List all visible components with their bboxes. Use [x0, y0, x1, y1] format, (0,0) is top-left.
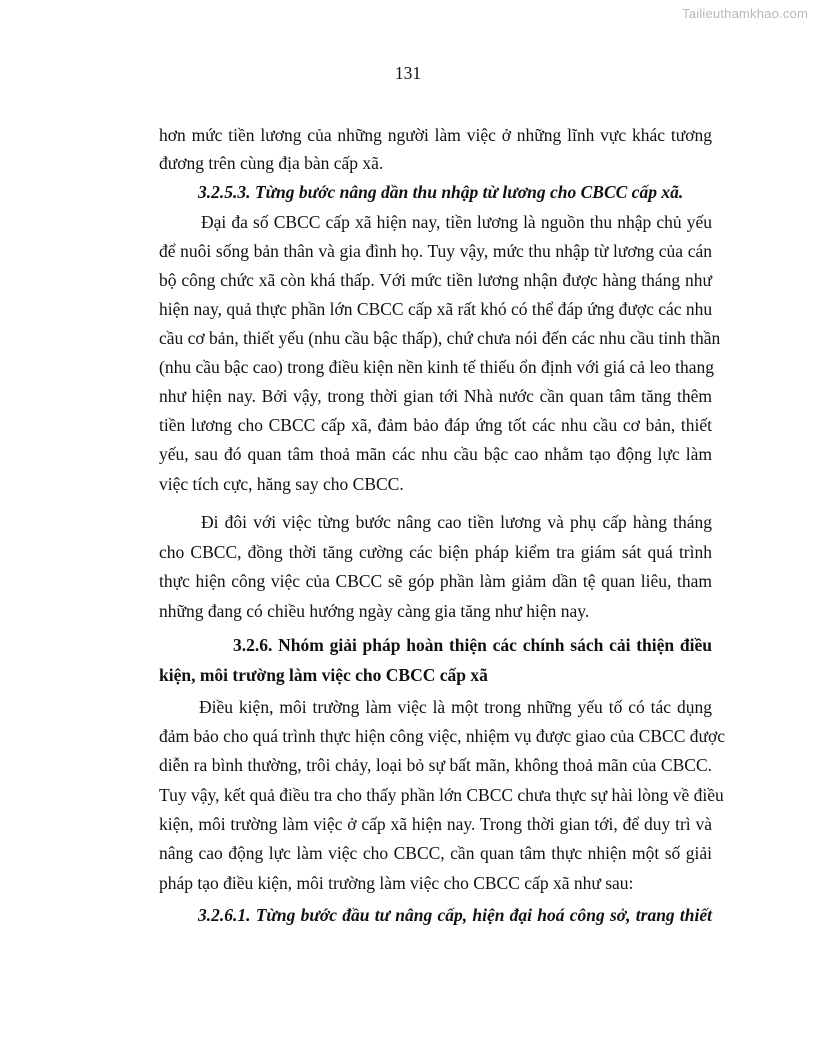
text-line: yếu, sau đó quan tâm thoả mãn các nhu cầu bậc cao nhằm tạo động lực làm — [159, 444, 712, 464]
section-heading-line: 3.2.5.3. Từng bước nâng dần thu nhập từ lương cho CBCC cấp xã. — [198, 182, 684, 202]
text-line: đương trên cùng địa bàn cấp xã. — [159, 153, 384, 173]
page-number: 131 — [394, 63, 422, 83]
section-heading-line: kiện, môi trường làm việc cho CBCC cấp xã — [159, 665, 488, 685]
text-line: đảm bảo cho quá trình thực hiện công việc, nhiệm vụ được giao của CBCC được — [159, 726, 725, 746]
text-line: (nhu cầu bậc cao) trong điều kiện nền kinh tế thiếu ổn định với giá cả leo thang — [159, 357, 714, 377]
text-line: cầu cơ bản, thiết yếu (nhu cầu bậc thấp), chứ chưa nói đến các nhu cầu tinh thần — [159, 328, 721, 348]
text-line: những đang có chiều hướng ngày càng gia tăng như hiện nay. — [159, 601, 590, 621]
watermark: Tailieuthamkhao.com — [682, 6, 808, 21]
text-line: việc tích cực, hăng say cho CBCC. — [159, 474, 404, 494]
text-line: pháp tạo điều kiện, môi trường làm việc cho CBCC cấp xã như sau: — [159, 873, 634, 893]
text-line: hơn mức tiền lương của những người làm việc ở những lĩnh vực khác tương — [159, 125, 712, 145]
text-line: kiện, môi trường làm việc ở cấp xã hiện nay. Trong thời gian tới, để duy trì và — [159, 814, 712, 834]
text-line: bộ công chức xã còn khá thấp. Với mức tiền lương nhận được hàng tháng như — [159, 270, 712, 290]
text-line: Đi đôi với việc từng bước nâng cao tiền lương và phụ cấp hàng tháng — [201, 512, 712, 532]
text-line: cho CBCC, đồng thời tăng cường các biện pháp kiểm tra giám sát quá trình — [159, 542, 712, 562]
text-line: Tuy vậy, kết quả điều tra cho thấy phần lớn CBCC chưa thực sự hài lòng về điều — [159, 785, 724, 805]
text-line: tiền lương cho CBCC cấp xã, đảm bảo đáp ứng tốt các nhu cầu cơ bản, thiết — [159, 415, 712, 435]
section-heading-line: 3.2.6.1. Từng bước đầu tư nâng cấp, hiện đại hoá công sở, trang thiết — [198, 905, 712, 925]
text-line: nâng cao động lực làm việc cho CBCC, cần quan tâm thực nhiện một số giải — [159, 843, 712, 863]
section-heading-line: 3.2.6. Nhóm giải pháp hoàn thiện các chính sách cải thiện điều — [233, 635, 712, 655]
text-line: hiện nay, quả thực phần lớn CBCC cấp xã rất khó có thể đáp ứng được các nhu — [159, 299, 713, 319]
text-line: diễn ra bình thường, trôi chảy, loại bỏ sự bất mãn, không thoả mãn của CBCC. — [159, 755, 712, 775]
text-line: Điều kiện, môi trường làm việc là một trong những yếu tố có tác dụng — [199, 697, 712, 717]
text-line: thực hiện công việc của CBCC sẽ góp phần làm giảm dần tệ quan liêu, tham — [159, 571, 712, 591]
text-line: như hiện nay. Bởi vậy, trong thời gian tới Nhà nước cần quan tâm tăng thêm — [159, 386, 712, 406]
text-line: Đại đa số CBCC cấp xã hiện nay, tiền lương là nguồn thu nhập chủ yếu — [201, 212, 712, 232]
text-line: để nuôi sống bản thân và gia đình họ. Tuy vậy, mức thu nhập từ lương của cán — [159, 241, 712, 261]
